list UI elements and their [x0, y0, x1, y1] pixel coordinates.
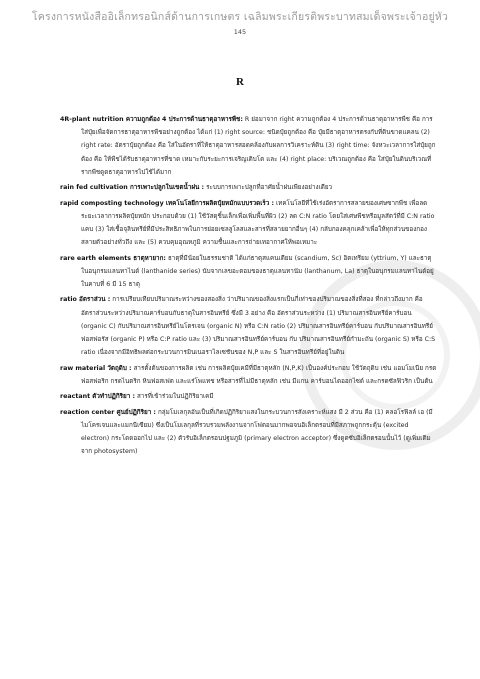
glossary-entries [60, 113, 438, 461]
entry-definition: ระบบการเพาะปลูกที่อาศัยน้ำฝนเพียงอย่างเดียว [206, 184, 333, 192]
entry-term: reactant ตัวทำปฏิกิริยา : [60, 393, 135, 401]
entry-definition: เทคโนโลยีที่ใช้เร่งอัตราการสลายของเศษซากพืช เพื่อลดระยะเวลาการผลิตปุ๋ยหมัก ประกอบด้วย (1) ใช้วัสดุชิ้นเล็กเพื่อเพิ่มพื้นที่ผิว (2) ลด C:N ratio โดยใส่เศษพืชหรือมูลสัตว์ที่มี C:N ratio แคบ (3) ใส่เชื้อจุลินทรีย์ที่มีประสิทธิภาพในการย่อยเซลลูโลสและสารที่สลายยากอื่นๆ (4) กลับกองคลุกเคล้าเพื่อให้ทุกส่วนของกองสลายตัวอย่างทั่วถึง และ (5) ควบคุมอุณหภูมิ ความชื้นและการถ่ายเทอากาศให้พอเหมาะ [81, 199, 435, 247]
page-number: 145 [233, 28, 247, 36]
entry-term: rain fed cultivation การเพาะปลูกในเขตน้ำฝน : [60, 184, 205, 192]
section-letter-heading: R [236, 76, 244, 88]
entry-definition: กลุ่มโมเลกุลอันเป็นที่เกิดปฏิกิริยาแสงในกระบวนการสังเคราะห์แสง มี 2 ส่วน คือ (1) คลอโรฟิลล์ เอ (มีไมโครเจนและแมกนีเซียม) ซึ่งเป็นโมเลกุลที่รวบรวมพลังงานจากโฟตอนมากพอจนอิเล็กตรอนที่มีสภาพถูกกระตุ้น (excited electron) กระโดดออกไป และ (2) ตัวรับอิเล็กตรอนปฐมภูมิ (primary electron acceptor) ซึ่งดูดซับอิเล็กตรอนนั้นไว้ (ดูเพิ่มเติมจาก photosystem) [81, 408, 433, 456]
entry-term: 4R-plant nutrition ความถูกต้อง 4 ประการด้านธาตุอาหารพืช: [60, 116, 243, 123]
running-header: โครงการหนังสืออิเล็กทรอนิกส์ด้านการเกษตร เฉลิมพระเกียรติพระบาทสมเด็จพระเจ้าอยู่หัว [31, 11, 449, 23]
entry-term: reaction center ศูนย์ปฏิกิริยา : [60, 408, 156, 416]
entry-definition: การเปรียบเทียบปริมาณระหว่างของสองสิ่ง ว่าปริมาณของสิ่งแรกเป็นกี่เท่าของปริมาณของสิ่งที่สอง ที่กล่าวถึงมาก คือ อัตราส่วนระหว่างปริมาณคาร์บอนกับธาตุในสารอินทรีย์ ซึ่งมี 3 อย่าง คือ อัตราส่วนระหว่าง (1) ปริมาณสารอินทรีย์คาร์บอน (organic C) กับปริมาณสารอินทรีย์ไนโตรเจน (organic N) หรือ C:N ratio (2) ปริมาณสารอินทรีย์คาร์บอน กับปริมาณสารอินทรีย์ฟอสฟอรัส (organic P) หรือ C:P ratio และ (3) ปริมาณสารอินทรีย์คาร์บอน กับ ปริมาณสารอินทรีย์กำมะถัน (organic S) หรือ C:S ratio เนื่องจากมีอิทธิพลต่อกระบวนการมินเนอราไลเซชันของ N,P และ S ในสารอินทรีย์ที่อยู่ในดิน [81, 296, 436, 357]
entry-term: raw material วัตถุดิบ : [60, 364, 132, 372]
glossary-entry [60, 113, 438, 179]
glossary-entry [60, 181, 438, 194]
glossary-entry [60, 362, 438, 388]
glossary-entry [60, 293, 438, 359]
entry-term: ratio อัตราส่วน : [60, 296, 111, 304]
entry-definition: สารตั้งต้นของการผลิต เช่น การผลิตปุ๋ยเคมีที่มีธาตุหลัก (N,P,K) เป็นองค์ประกอบ ใช้วัตถุดิบ เช่น แอมโมเนีย กรดฟอสฟอริก กรดไนตริก หินฟอสเฟต และแร่โพแทช หรือสารที่ไม่มีธาตุหลัก เช่น มีแกน คาร์บอนไดออกไซด์ และกรดซัลฟิวริก เป็นต้น [81, 364, 437, 385]
glossary-entry [60, 406, 438, 459]
glossary-entry [60, 197, 438, 250]
entry-definition: ธาตุที่มีน้อยในธรรมชาติ ได้แก่ธาตุสแคนเดียม (scandium, Sc) อิตเทรียม (yttrium, Y) และธาตุในอนุกรมแลนทาไนด์ (lanthanide series) นับจากเลขอะตอมของธาตุแลนทานัม (lanthanum, La) ธาตุในอนุกรมแลนทาไนด์อยู่ในคาบที่ 6 มี 15 ธาตุ [81, 254, 434, 288]
entry-term: rapid composting technology เทคโนโลยีการผลิตปุ๋ยหมักแบบรวดเร็ว : [60, 199, 275, 207]
glossary-entry [60, 390, 438, 403]
glossary-entry [60, 252, 438, 292]
entry-definition: สารที่เข้าร่วมในปฏิกิริยาเคมี [137, 393, 214, 401]
entry-definition: R ย่อมาจาก right ความถูกต้อง 4 ประการด้านธาตุอาหารพืช คือ การใส่ปุ๋ยเพื่อจัดการธาตุอาหารพืชอย่างถูกต้อง ได้แก่ (1) right source: ชนิดปุ๋ยถูกต้อง คือ ปุ๋ยมีธาตุอาหารตรงกับที่ดินขาดแคลน (2) right rate: อัตราปุ๋ยถูกต้อง คือ ใส่ในอัตราที่ให้ธาตุอาหารสอดคล้องกับผลการวิเคราะห์ดิน (3) right time: จังหวะเวลาการใส่ปุ๋ยถูกต้อง คือ ให้พืชได้รับธาตุอาหารที่ขาด เหมาะกับระยะการเจริญเติบโต และ (4) right place: บริเวณถูกต้อง คือ ใส่ปุ๋ยในดินบริเวณที่รากพืชดูดธาตุอาหารไปใช้ได้มาก [81, 116, 436, 176]
entry-term: rare earth elements ธาตุหายาก: [60, 254, 166, 262]
